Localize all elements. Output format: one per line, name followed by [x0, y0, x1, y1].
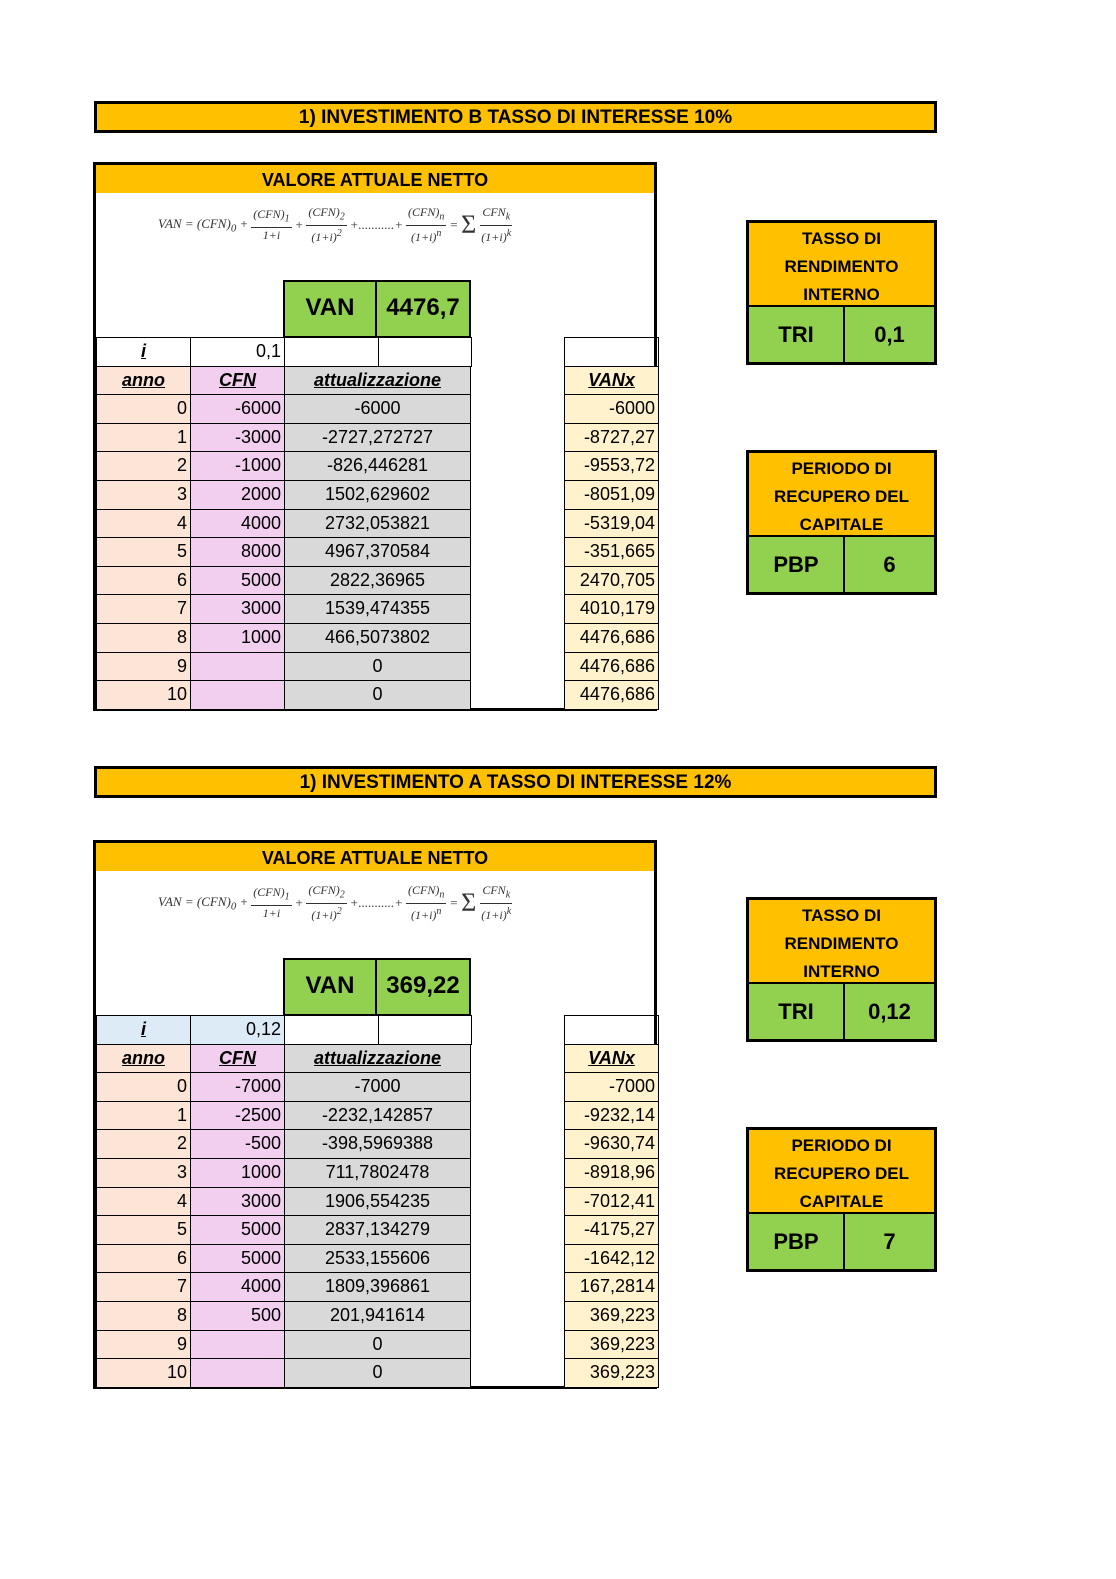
cell-anno: 9 [96, 652, 191, 682]
cell-attualizzazione: 1539,474355 [284, 594, 471, 624]
section-banner: 1) INVESTIMENTO A TASSO DI INTERESSE 12% [94, 766, 937, 798]
tri-row [749, 984, 934, 1039]
pbp-title-line: PERIODO DI [791, 1136, 892, 1155]
investment-section-b [0, 0, 1116, 705]
cell-vanx: -7000 [564, 1072, 659, 1102]
pbp-box [746, 450, 937, 595]
tri-title-line: TASSO DI [801, 906, 882, 925]
cell-anno: 10 [96, 680, 191, 710]
header-anno: anno [96, 366, 191, 396]
cell-anno: 5 [96, 537, 191, 567]
tri-box [746, 220, 937, 365]
van-label: VAN [283, 280, 377, 338]
pbp-title-line: RECUPERO DEL [773, 1164, 910, 1183]
van-title: VALORE ATTUALE NETTO [96, 165, 654, 193]
cell-anno: 8 [96, 623, 191, 653]
van-title: VALORE ATTUALE NETTO [96, 843, 654, 871]
cell-vanx: -8918,96 [564, 1158, 659, 1188]
cell-vanx: 4476,686 [564, 623, 659, 653]
cell-cfn: 4000 [190, 1272, 285, 1302]
van-value: 369,22 [375, 958, 471, 1016]
pbp-row [749, 1214, 934, 1269]
cell-cfn: -6000 [190, 394, 285, 424]
cell-attualizzazione: 0 [284, 1358, 471, 1388]
cell-vanx: -6000 [564, 394, 659, 424]
cell-anno: 0 [96, 1072, 191, 1102]
cell-anno: 1 [96, 1101, 191, 1131]
cell-cfn: 5000 [190, 566, 285, 596]
tri-box [746, 897, 937, 1042]
cell-cfn: 2000 [190, 480, 285, 510]
cell-cfn: -2500 [190, 1101, 285, 1131]
pbp-label: PBP [749, 537, 845, 592]
cell-cfn: 4000 [190, 509, 285, 539]
rate-label: i [96, 337, 191, 367]
pbp-title [749, 453, 934, 537]
cell-anno: 7 [96, 1272, 191, 1302]
pbp-title-line: RECUPERO DEL [773, 487, 910, 506]
empty-cell [564, 337, 659, 367]
cell-attualizzazione: 2732,053821 [284, 509, 471, 539]
cell-anno: 2 [96, 1129, 191, 1159]
cell-vanx: 167,2814 [564, 1272, 659, 1302]
cell-vanx: 4010,179 [564, 594, 659, 624]
header-vanx: VANx [564, 366, 659, 396]
tri-title-line: TASSO DI [801, 229, 882, 248]
van-label: VAN [283, 958, 377, 1016]
cell-cfn: -3000 [190, 423, 285, 453]
cell-attualizzazione: -398,5969388 [284, 1129, 471, 1159]
cell-cfn: -500 [190, 1129, 285, 1159]
pbp-value: 7 [883, 1229, 896, 1254]
cell-cfn: 500 [190, 1301, 285, 1331]
cell-attualizzazione: 4967,370584 [284, 537, 471, 567]
cell-vanx: -9630,74 [564, 1129, 659, 1159]
pbp-title [749, 1130, 934, 1214]
pbp-row [749, 537, 934, 592]
cell-attualizzazione: 0 [284, 1330, 471, 1360]
pbp-title-line: CAPITALE [799, 515, 884, 534]
cell-cfn: 3000 [190, 594, 285, 624]
tri-label: TRI [749, 984, 845, 1039]
rate-label: i [96, 1015, 191, 1045]
cell-anno: 7 [96, 594, 191, 624]
cell-attualizzazione: 0 [284, 680, 471, 710]
cell-vanx: -1642,12 [564, 1244, 659, 1274]
section-banner: 1) INVESTIMENTO B TASSO DI INTERESSE 10% [94, 101, 937, 133]
cell-vanx: -5319,04 [564, 509, 659, 539]
cell-vanx: 369,223 [564, 1301, 659, 1331]
header-attualizzazione: attualizzazione [284, 1044, 471, 1074]
cell-anno: 5 [96, 1215, 191, 1245]
pbp-title-line: CAPITALE [799, 1192, 884, 1211]
cell-vanx: 2470,705 [564, 566, 659, 596]
header-vanx: VANx [564, 1044, 659, 1074]
tri-value: 0,12 [868, 999, 911, 1024]
cell-attualizzazione: -6000 [284, 394, 471, 424]
cell-anno: 9 [96, 1330, 191, 1360]
cell-anno: 6 [96, 566, 191, 596]
header-cfn: CFN [190, 1044, 285, 1074]
cell-vanx: 4476,686 [564, 652, 659, 682]
investment-section-a [0, 677, 1116, 1383]
van-table-box [93, 162, 657, 711]
cell-attualizzazione: -826,446281 [284, 451, 471, 481]
empty-cell [378, 1015, 473, 1045]
cell-attualizzazione: 2837,134279 [284, 1215, 471, 1245]
cell-cfn: 5000 [190, 1244, 285, 1274]
cell-attualizzazione: 1809,396861 [284, 1272, 471, 1302]
tri-row [749, 307, 934, 362]
tri-title [749, 900, 934, 984]
cell-attualizzazione: -2232,142857 [284, 1101, 471, 1131]
cell-anno: 3 [96, 1158, 191, 1188]
cell-vanx: -351,665 [564, 537, 659, 567]
cell-vanx: 369,223 [564, 1330, 659, 1360]
cell-anno: 2 [96, 451, 191, 481]
tri-label: TRI [749, 307, 845, 362]
cell-attualizzazione: 2533,155606 [284, 1244, 471, 1274]
cell-vanx: -9553,72 [564, 451, 659, 481]
cell-vanx: -7012,41 [564, 1187, 659, 1217]
cell-anno: 4 [96, 1187, 191, 1217]
cell-vanx: -8727,27 [564, 423, 659, 453]
pbp-label: PBP [749, 1214, 845, 1269]
cell-vanx: -4175,27 [564, 1215, 659, 1245]
tri-value: 0,1 [874, 322, 905, 347]
empty-cell [564, 1015, 659, 1045]
cell-attualizzazione: 711,7802478 [284, 1158, 471, 1188]
empty-cell [378, 337, 473, 367]
cell-cfn: 3000 [190, 1187, 285, 1217]
tri-title-line: RENDIMENTO [784, 257, 899, 276]
cell-attualizzazione: 2822,36965 [284, 566, 471, 596]
pbp-value: 6 [883, 552, 896, 577]
cell-cfn: -7000 [190, 1072, 285, 1102]
cell-vanx: -9232,14 [564, 1101, 659, 1131]
cell-vanx: 4476,686 [564, 680, 659, 710]
cell-attualizzazione: 201,941614 [284, 1301, 471, 1331]
cell-cfn: 1000 [190, 1158, 285, 1188]
header-anno: anno [96, 1044, 191, 1074]
tri-title-line: INTERNO [803, 285, 880, 304]
rate-value: 0,1 [190, 337, 285, 367]
cell-vanx: -8051,09 [564, 480, 659, 510]
cell-attualizzazione: -2727,272727 [284, 423, 471, 453]
cell-attualizzazione: 1906,554235 [284, 1187, 471, 1217]
cell-anno: 0 [96, 394, 191, 424]
empty-cell [284, 1015, 379, 1045]
pbp-title-line: PERIODO DI [791, 459, 892, 478]
cell-vanx: 369,223 [564, 1358, 659, 1388]
cell-anno: 8 [96, 1301, 191, 1331]
cell-anno: 6 [96, 1244, 191, 1274]
header-cfn: CFN [190, 366, 285, 396]
cell-attualizzazione: 466,5073802 [284, 623, 471, 653]
cell-cfn [190, 1330, 285, 1360]
cell-anno: 1 [96, 423, 191, 453]
cell-cfn: 5000 [190, 1215, 285, 1245]
cell-anno: 4 [96, 509, 191, 539]
cell-anno: 10 [96, 1358, 191, 1388]
cell-anno: 3 [96, 480, 191, 510]
pbp-box [746, 1127, 937, 1272]
cell-cfn [190, 1358, 285, 1388]
van-formula: VAN = $(CFN)_0$ + $\frac{(CFN)_1}{1+i}$ + $\frac{(CFN)_2}{(1+i)^2}$ +...........+ $\frac{(CFN)_n}{(1+i)^n}$ = Σ $\frac{CFN_k}{(1+i)^k}$ [158, 883, 512, 922]
tri-title-line: INTERNO [803, 962, 880, 981]
empty-cell [284, 337, 379, 367]
tri-title-line: RENDIMENTO [784, 934, 899, 953]
rate-value: 0,12 [190, 1015, 285, 1045]
cell-cfn: 8000 [190, 537, 285, 567]
cell-attualizzazione: -7000 [284, 1072, 471, 1102]
cell-cfn: 1000 [190, 623, 285, 653]
cell-attualizzazione: 0 [284, 652, 471, 682]
van-table-box [93, 840, 657, 1389]
cell-cfn: -1000 [190, 451, 285, 481]
cell-attualizzazione: 1502,629602 [284, 480, 471, 510]
van-formula: VAN = $(CFN)_0$ + $\frac{(CFN)_1}{1+i}$ + $\frac{(CFN)_2}{(1+i)^2}$ +...........+ $\frac{(CFN)_n}{(1+i)^n}$ = Σ $\frac{CFN_k}{(1+i)^k}$ [158, 205, 512, 244]
tri-title [749, 223, 934, 307]
van-value: 4476,7 [375, 280, 471, 338]
header-attualizzazione: attualizzazione [284, 366, 471, 396]
